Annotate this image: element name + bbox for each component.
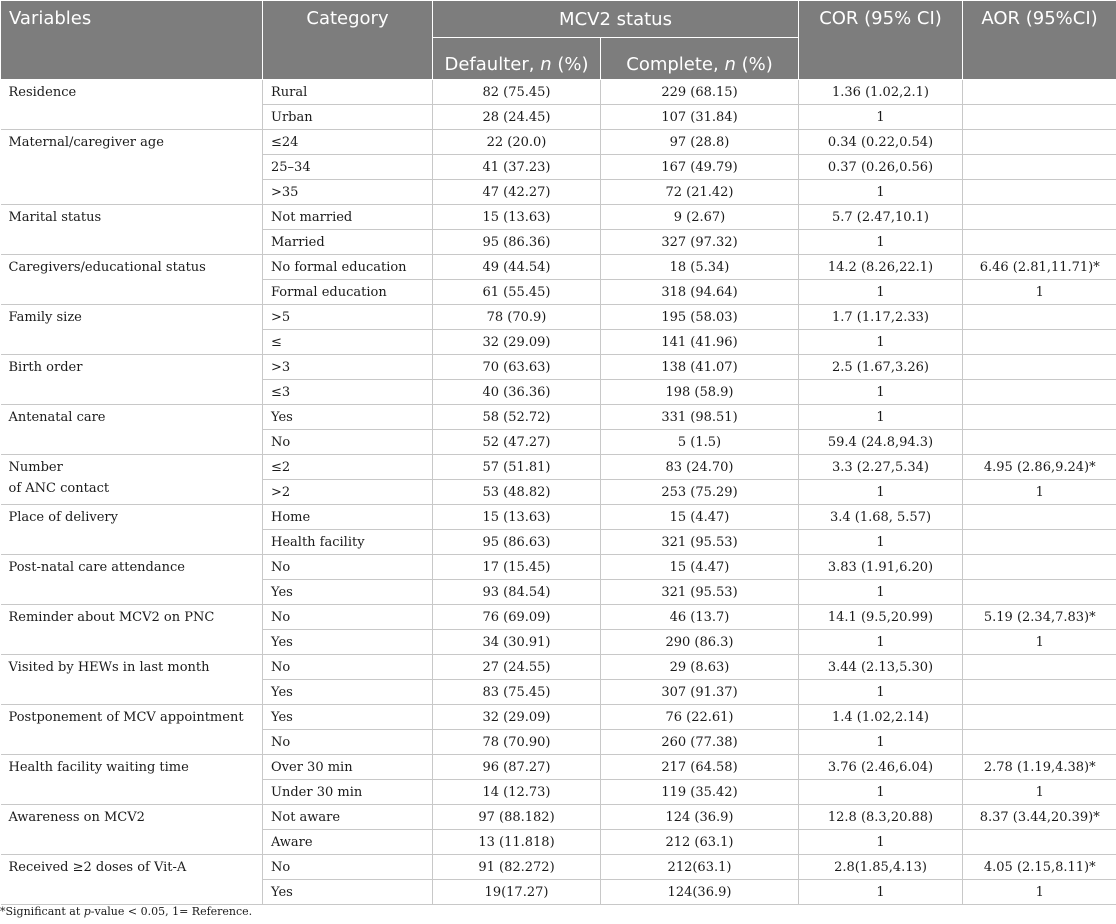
complete-cell: 107 (31.84) (601, 105, 799, 130)
category-cell: Married (263, 230, 433, 255)
complete-cell: 138 (41.07) (601, 355, 799, 380)
aor-cell: 1 (963, 280, 1116, 305)
defaulter-cell: 53 (48.82) (433, 480, 601, 505)
variable-label: Marital status (8, 210, 102, 225)
variable-cell (1, 855, 263, 905)
complete-cell: 119 (35.42) (601, 780, 799, 805)
cor-cell: 2.8(1.85,4.13) (799, 855, 963, 880)
variable-cell (1, 80, 263, 130)
aor-cell (963, 80, 1116, 105)
cor-cell: 1 (799, 530, 963, 555)
variable-cell (1, 455, 263, 505)
variable-cell (1, 355, 263, 405)
aor-cell (963, 380, 1116, 405)
defaulter-cell: 96 (87.27) (433, 755, 601, 780)
complete-cell: 318 (94.64) (601, 280, 799, 305)
cor-cell: 12.8 (8.3,20.88) (799, 805, 963, 830)
complete-cell: 76 (22.61) (601, 705, 799, 730)
category-cell: >2 (263, 480, 433, 505)
cor-cell: 1 (799, 405, 963, 430)
defaulter-cell: 93 (84.54) (433, 580, 601, 605)
category-cell: Yes (263, 880, 433, 905)
variable-cell (1, 605, 263, 655)
header-defaulter: Defaulter, n (%) (433, 38, 601, 80)
category-cell: No (263, 430, 433, 455)
defaulter-cell: 13 (11.818) (433, 830, 601, 855)
complete-cell: 321 (95.53) (601, 580, 799, 605)
aor-cell (963, 355, 1116, 380)
category-cell: No (263, 555, 433, 580)
complete-cell: 290 (86.3) (601, 630, 799, 655)
table-row (1, 355, 1116, 380)
defaulter-cell: 82 (75.45) (433, 80, 601, 105)
aor-cell (963, 180, 1116, 205)
defaulter-cell: 78 (70.9) (433, 305, 601, 330)
aor-cell: 2.78 (1.19,4.38)* (963, 755, 1116, 780)
complete-cell: 141 (41.96) (601, 330, 799, 355)
defaulter-cell: 52 (47.27) (433, 430, 601, 455)
table-row (1, 555, 1116, 580)
aor-cell (963, 205, 1116, 230)
defaulter-cell: 40 (36.36) (433, 380, 601, 405)
aor-cell: 4.05 (2.15,8.11)* (963, 855, 1116, 880)
variable-label: Birth order (8, 360, 83, 375)
complete-cell: 195 (58.03) (601, 305, 799, 330)
defaulter-cell: 49 (44.54) (433, 255, 601, 280)
aor-cell (963, 130, 1116, 155)
category-cell: Home (263, 505, 433, 530)
aor-cell (963, 730, 1116, 755)
category-cell: Aware (263, 830, 433, 855)
cor-cell: 2.5 (1.67,3.26) (799, 355, 963, 380)
category-cell: ≤3 (263, 380, 433, 405)
aor-cell: 4.95 (2.86,9.24)* (963, 455, 1116, 480)
table-row (1, 855, 1116, 880)
defaulter-cell: 34 (30.91) (433, 630, 601, 655)
defaulter-cell: 76 (69.09) (433, 605, 601, 630)
variable-label: Place of delivery (8, 510, 118, 525)
aor-cell (963, 105, 1116, 130)
variable-label: Awareness on MCV2 (8, 810, 145, 825)
complete-cell: 15 (4.47) (601, 505, 799, 530)
category-cell: Yes (263, 705, 433, 730)
category-cell: Formal education (263, 280, 433, 305)
category-cell: Not aware (263, 805, 433, 830)
category-cell: No (263, 655, 433, 680)
defaulter-cell: 95 (86.63) (433, 530, 601, 555)
cor-cell: 59.4 (24.8,94.3) (799, 430, 963, 455)
defaulter-cell: 41 (37.23) (433, 155, 601, 180)
aor-cell (963, 555, 1116, 580)
table-header (1, 1, 1116, 80)
category-cell: ≤ (263, 330, 433, 355)
aor-cell: 1 (963, 480, 1116, 505)
aor-cell: 1 (963, 880, 1116, 905)
defaulter-cell: 78 (70.90) (433, 730, 601, 755)
table-row (1, 755, 1116, 780)
defaulter-cell: 83 (75.45) (433, 680, 601, 705)
aor-cell (963, 705, 1116, 730)
table-row (1, 80, 1116, 105)
cor-cell: 3.76 (2.46,6.04) (799, 755, 963, 780)
category-cell: Yes (263, 680, 433, 705)
cor-cell: 14.2 (8.26,22.1) (799, 255, 963, 280)
variable-cell (1, 505, 263, 555)
cor-cell: 1 (799, 780, 963, 805)
category-cell: No formal education (263, 255, 433, 280)
complete-cell: 18 (5.34) (601, 255, 799, 280)
footnote: *Significant at p-value < 0.05, 1= Reference. (0, 905, 253, 918)
defaulter-cell: 58 (52.72) (433, 405, 601, 430)
complete-cell: 212 (63.1) (601, 830, 799, 855)
category-cell: >5 (263, 305, 433, 330)
variable-label: Caregivers/educational status (8, 260, 206, 275)
cor-cell: 1 (799, 230, 963, 255)
header-category: Category (263, 1, 433, 80)
complete-cell: 46 (13.7) (601, 605, 799, 630)
category-cell: No (263, 605, 433, 630)
category-cell: Rural (263, 80, 433, 105)
complete-cell: 321 (95.53) (601, 530, 799, 555)
cor-cell: 1.36 (1.02,2.1) (799, 80, 963, 105)
table-row (1, 605, 1116, 630)
defaulter-cell: 15 (13.63) (433, 205, 601, 230)
category-cell: ≤24 (263, 130, 433, 155)
aor-cell (963, 680, 1116, 705)
variable-cell (1, 755, 263, 805)
table-row (1, 655, 1116, 680)
category-cell: Health facility (263, 530, 433, 555)
variable-label: Visited by HEWs in last month (8, 660, 210, 675)
variable-label: Maternal/caregiver age (8, 135, 164, 150)
variable-cell (1, 255, 263, 305)
table-row (1, 705, 1116, 730)
table-row (1, 130, 1116, 155)
cor-cell: 1 (799, 680, 963, 705)
defaulter-cell: 32 (29.09) (433, 330, 601, 355)
variable-label-line2: of ANC contact (8, 481, 110, 496)
defaulter-cell: 97 (88.182) (433, 805, 601, 830)
complete-cell: 212(63.1) (601, 855, 799, 880)
cor-cell: 0.37 (0.26,0.56) (799, 155, 963, 180)
defaulter-cell: 19(17.27) (433, 880, 601, 905)
category-cell: >3 (263, 355, 433, 380)
aor-cell (963, 530, 1116, 555)
cor-cell: 1 (799, 630, 963, 655)
table-row (1, 505, 1116, 530)
cor-cell: 1 (799, 480, 963, 505)
variable-label: Postponement of MCV appointment (8, 710, 244, 725)
complete-cell: 327 (97.32) (601, 230, 799, 255)
header-aor: AOR (95%CI) (963, 1, 1116, 80)
header-mcv2-status: MCV2 status (433, 1, 799, 38)
complete-cell: 253 (75.29) (601, 480, 799, 505)
variable-cell (1, 405, 263, 455)
defaulter-cell: 47 (42.27) (433, 180, 601, 205)
aor-cell (963, 505, 1116, 530)
complete-cell: 307 (91.37) (601, 680, 799, 705)
category-cell: No (263, 730, 433, 755)
cor-cell: 3.83 (1.91,6.20) (799, 555, 963, 580)
aor-cell (963, 330, 1116, 355)
defaulter-cell: 70 (63.63) (433, 355, 601, 380)
cor-cell: 1.4 (1.02,2.14) (799, 705, 963, 730)
cor-cell: 1 (799, 330, 963, 355)
complete-cell: 260 (77.38) (601, 730, 799, 755)
cor-cell: 3.3 (2.27,5.34) (799, 455, 963, 480)
defaulter-cell: 32 (29.09) (433, 705, 601, 730)
complete-cell: 167 (49.79) (601, 155, 799, 180)
cor-cell: 1 (799, 830, 963, 855)
aor-cell (963, 655, 1116, 680)
table-row (1, 405, 1116, 430)
cor-cell: 1 (799, 380, 963, 405)
complete-cell: 5 (1.5) (601, 430, 799, 455)
complete-cell: 83 (24.70) (601, 455, 799, 480)
aor-cell (963, 230, 1116, 255)
aor-cell (963, 830, 1116, 855)
table-row (1, 455, 1116, 480)
defaulter-cell: 27 (24.55) (433, 655, 601, 680)
complete-cell: 72 (21.42) (601, 180, 799, 205)
aor-cell: 5.19 (2.34,7.83)* (963, 605, 1116, 630)
aor-cell (963, 305, 1116, 330)
cor-cell: 5.7 (2.47,10.1) (799, 205, 963, 230)
aor-cell: 8.37 (3.44,20.39)* (963, 805, 1116, 830)
complete-cell: 124(36.9) (601, 880, 799, 905)
complete-cell: 124 (36.9) (601, 805, 799, 830)
category-cell: Yes (263, 630, 433, 655)
aor-cell: 6.46 (2.81,11.71)* (963, 255, 1116, 280)
cor-cell: 14.1 (9.5,20.99) (799, 605, 963, 630)
table-row (1, 205, 1116, 230)
cor-cell: 0.34 (0.22,0.54) (799, 130, 963, 155)
defaulter-cell: 91 (82.272) (433, 855, 601, 880)
defaulter-cell: 14 (12.73) (433, 780, 601, 805)
table-row (1, 305, 1116, 330)
variable-cell (1, 305, 263, 355)
complete-cell: 331 (98.51) (601, 405, 799, 430)
category-cell: Urban (263, 105, 433, 130)
table-row (1, 255, 1116, 280)
category-cell: >35 (263, 180, 433, 205)
variable-label: Reminder about MCV2 on PNC (8, 610, 215, 625)
category-cell: Over 30 min (263, 755, 433, 780)
category-cell: Not married (263, 205, 433, 230)
defaulter-cell: 22 (20.0) (433, 130, 601, 155)
table-row (1, 805, 1116, 830)
variable-label: Family size (8, 310, 82, 325)
category-cell: Yes (263, 405, 433, 430)
defaulter-cell: 28 (24.45) (433, 105, 601, 130)
complete-cell: 29 (8.63) (601, 655, 799, 680)
variable-label: Residence (8, 85, 77, 100)
aor-cell: 1 (963, 780, 1116, 805)
cor-cell: 1 (799, 105, 963, 130)
complete-cell: 97 (28.8) (601, 130, 799, 155)
defaulter-cell: 15 (13.63) (433, 505, 601, 530)
variable-label: Number (8, 460, 63, 475)
complete-cell: 9 (2.67) (601, 205, 799, 230)
complete-cell: 217 (64.58) (601, 755, 799, 780)
defaulter-cell: 61 (55.45) (433, 280, 601, 305)
cor-cell: 1.7 (1.17,2.33) (799, 305, 963, 330)
cor-cell: 3.44 (2.13,5.30) (799, 655, 963, 680)
variable-label: Health facility waiting time (8, 760, 189, 775)
variable-cell (1, 130, 263, 205)
cor-cell: 1 (799, 880, 963, 905)
aor-cell: 1 (963, 630, 1116, 655)
complete-cell: 198 (58.9) (601, 380, 799, 405)
variable-cell (1, 705, 263, 755)
variable-label: Post-natal care attendance (8, 560, 185, 575)
aor-cell (963, 430, 1116, 455)
cor-cell: 1 (799, 730, 963, 755)
category-cell: ≤2 (263, 455, 433, 480)
aor-cell (963, 580, 1116, 605)
table-body (1, 80, 1116, 905)
category-cell: No (263, 855, 433, 880)
cor-cell: 1 (799, 280, 963, 305)
category-cell: 25–34 (263, 155, 433, 180)
variable-label: Antenatal care (8, 410, 106, 425)
aor-cell (963, 155, 1116, 180)
cor-cell: 1 (799, 580, 963, 605)
complete-cell: 229 (68.15) (601, 80, 799, 105)
variable-label: Received ≥2 doses of Vit-A (8, 860, 187, 875)
cor-cell: 1 (799, 180, 963, 205)
header-complete: Complete, n (%) (601, 38, 799, 80)
category-cell: Under 30 min (263, 780, 433, 805)
defaulter-cell: 57 (51.81) (433, 455, 601, 480)
header-variables: Variables (1, 1, 263, 80)
variable-cell (1, 555, 263, 605)
complete-cell: 15 (4.47) (601, 555, 799, 580)
variable-cell (1, 205, 263, 255)
category-cell: Yes (263, 580, 433, 605)
variable-cell (1, 805, 263, 855)
header-cor: COR (95% CI) (799, 1, 963, 80)
aor-cell (963, 405, 1116, 430)
cor-cell: 3.4 (1.68, 5.57) (799, 505, 963, 530)
defaulter-cell: 17 (15.45) (433, 555, 601, 580)
variable-cell (1, 655, 263, 705)
defaulter-cell: 95 (86.36) (433, 230, 601, 255)
